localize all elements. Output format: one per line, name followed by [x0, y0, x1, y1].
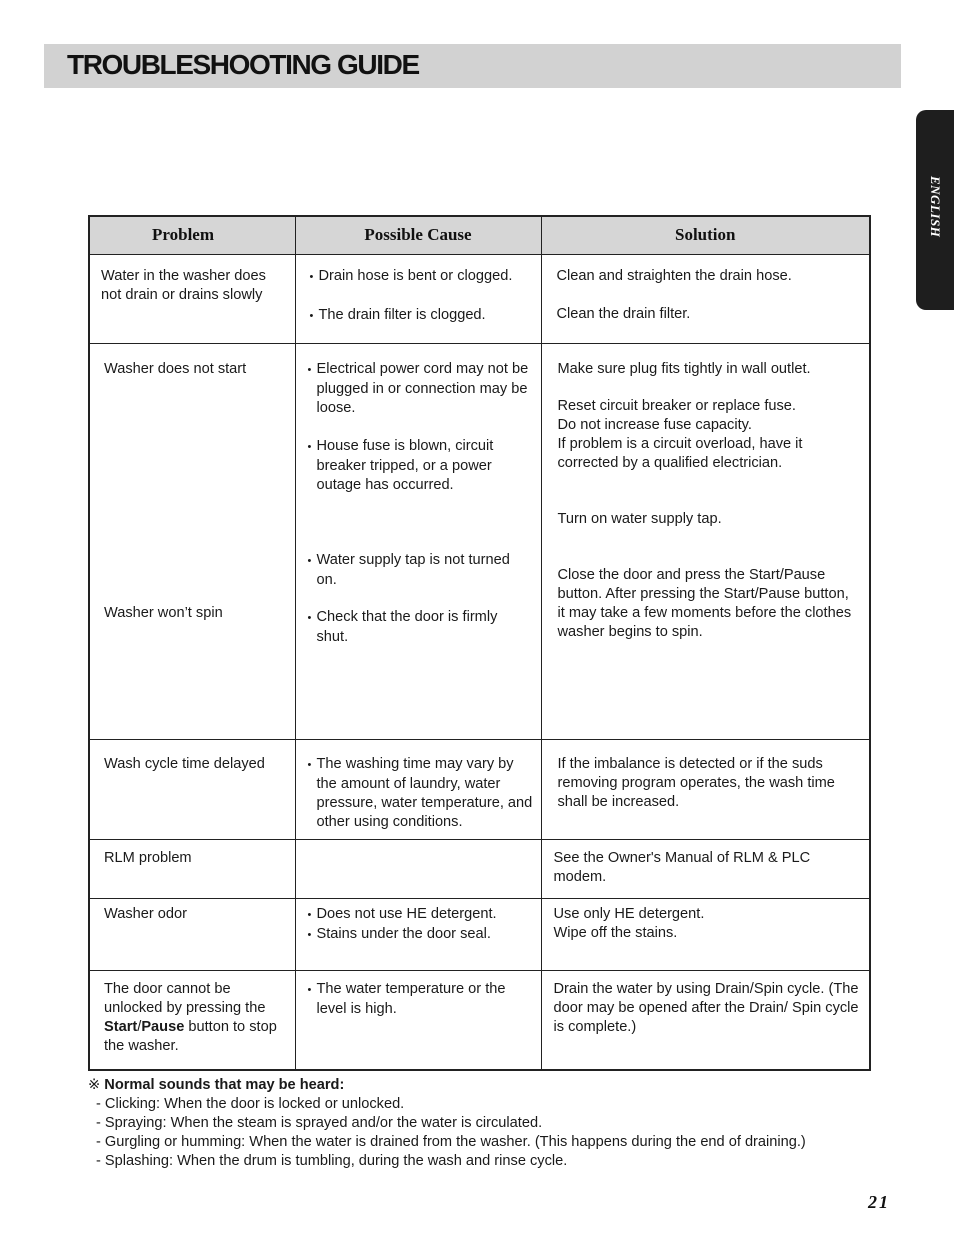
solution-item: Drain the water by using Drain/Spin cycle. (The door may be opened after the Drain/ Spin cycle is complete.)	[553, 980, 859, 1035]
note-item: - Gurgling or humming: When the water is drained from the washer. (This happens during the end of draining.)	[96, 1134, 806, 1150]
note-marker-icon: ※	[88, 1077, 101, 1093]
language-tab-label: ENGLISH	[928, 176, 943, 238]
problem-cell	[89, 343, 295, 739]
solution-item: Close the door and press the Start/Pause button. After pressing the Start/Pause button, it may take a few moments before the clothes washer begins to spin.	[557, 566, 852, 640]
header-solution: Solution	[541, 216, 870, 254]
problem-text: RLM problem	[104, 849, 192, 866]
cause-item: • Drain hose is bent or clogged.	[310, 267, 533, 287]
cause-item: • The washing time may vary by the amount of laundry, water pressure, water temperature, and other using conditions.	[308, 755, 533, 832]
cause-cell	[295, 739, 541, 839]
notes-heading-line	[88, 1076, 888, 1095]
cause-item: • Stains under the door seal.	[308, 925, 533, 945]
problem-cell	[89, 739, 295, 839]
notes-heading: Normal sounds that may be heard:	[104, 1077, 345, 1093]
cause-item: • Water supply tap is not turned on.	[308, 551, 533, 590]
problem-text: Washer does not start	[104, 360, 247, 377]
cause-item: • House fuse is blown, circuit breaker tripped, or a power outage has occurred.	[308, 437, 533, 495]
pause-keyword: Pause	[141, 1018, 185, 1035]
cause-cell	[295, 839, 541, 898]
solution-item: Clean and straighten the drain hose.	[556, 267, 792, 284]
problem-text: Washer won’t spin	[104, 604, 223, 621]
header-problem: Problem	[89, 216, 295, 254]
problem-cell	[89, 839, 295, 898]
table-row	[89, 970, 870, 1070]
normal-sounds-notes	[88, 1076, 888, 1171]
start-keyword: Start	[104, 1018, 138, 1035]
page-number: 21	[868, 1192, 890, 1212]
solution-cell	[541, 970, 870, 1070]
solution-item: Reset circuit breaker or replace fuse.	[557, 397, 796, 414]
solution-cell	[541, 343, 870, 739]
cause-cell	[295, 970, 541, 1070]
header-possible-cause: Possible Cause	[295, 216, 541, 254]
problem-text: Washer odor	[104, 905, 188, 922]
note-item: - Spraying: When the steam is sprayed and/or the water is circulated.	[96, 1115, 543, 1131]
solution-item: Use only HE detergent.	[553, 905, 705, 922]
table-row	[89, 254, 870, 343]
solution-item: Turn on water supply tap.	[557, 510, 722, 527]
note-item: - Clicking: When the door is locked or unlocked.	[96, 1096, 405, 1112]
solution-cell	[541, 739, 870, 839]
solution-item: If the imbalance is detected or if the suds removing program operates, the wash time shall be increased.	[557, 755, 835, 810]
problem-cell	[89, 970, 295, 1070]
cause-item: • Check that the door is firmly shut.	[308, 608, 533, 647]
cause-item: • The drain filter is clogged.	[310, 306, 533, 326]
solution-item: Do not increase fuse capacity.	[557, 416, 752, 433]
page-title: TROUBLESHOOTING GUIDE	[67, 49, 419, 80]
cause-cell	[295, 254, 541, 343]
troubleshooting-table	[88, 215, 871, 1071]
table-row	[89, 898, 870, 970]
table-row	[89, 839, 870, 898]
table-row	[89, 343, 870, 739]
cause-item: • The water temperature or the level is high.	[308, 980, 533, 1019]
problem-text: Wash cycle time delayed	[104, 755, 265, 772]
solution-cell	[541, 254, 870, 343]
solution-item: Clean the drain filter.	[556, 305, 691, 322]
problem-cell	[89, 254, 295, 343]
solution-cell	[541, 898, 870, 970]
cause-item: • Does not use HE detergent.	[308, 905, 533, 925]
solution-item: See the Owner's Manual of RLM & PLC modem.	[553, 849, 811, 885]
cause-cell	[295, 343, 541, 739]
language-tab	[916, 110, 954, 310]
solution-item: Wipe off the stains.	[553, 924, 678, 941]
cause-cell	[295, 898, 541, 970]
table-header-row	[89, 216, 870, 254]
note-item: - Splashing: When the drum is tumbling, during the wash and rinse cycle.	[96, 1153, 568, 1169]
title-bar	[44, 44, 901, 88]
problem-text-end: button to stop the washer.	[104, 1018, 277, 1054]
solution-cell	[541, 839, 870, 898]
table-row	[89, 739, 870, 839]
solution-item: Make sure plug fits tightly in wall outlet.	[557, 360, 811, 377]
problem-cell	[89, 898, 295, 970]
slash-separator: /	[137, 1018, 142, 1035]
solution-item: If problem is a circuit overload, have it corrected by a qualified electrician.	[557, 435, 803, 471]
problem-text: Water in the washer does not drain or drains slowly	[101, 267, 266, 303]
problem-text: The door cannot be unlocked by pressing the	[104, 980, 266, 1016]
cause-item: • Electrical power cord may not be plugged in or connection may be loose.	[308, 360, 533, 418]
